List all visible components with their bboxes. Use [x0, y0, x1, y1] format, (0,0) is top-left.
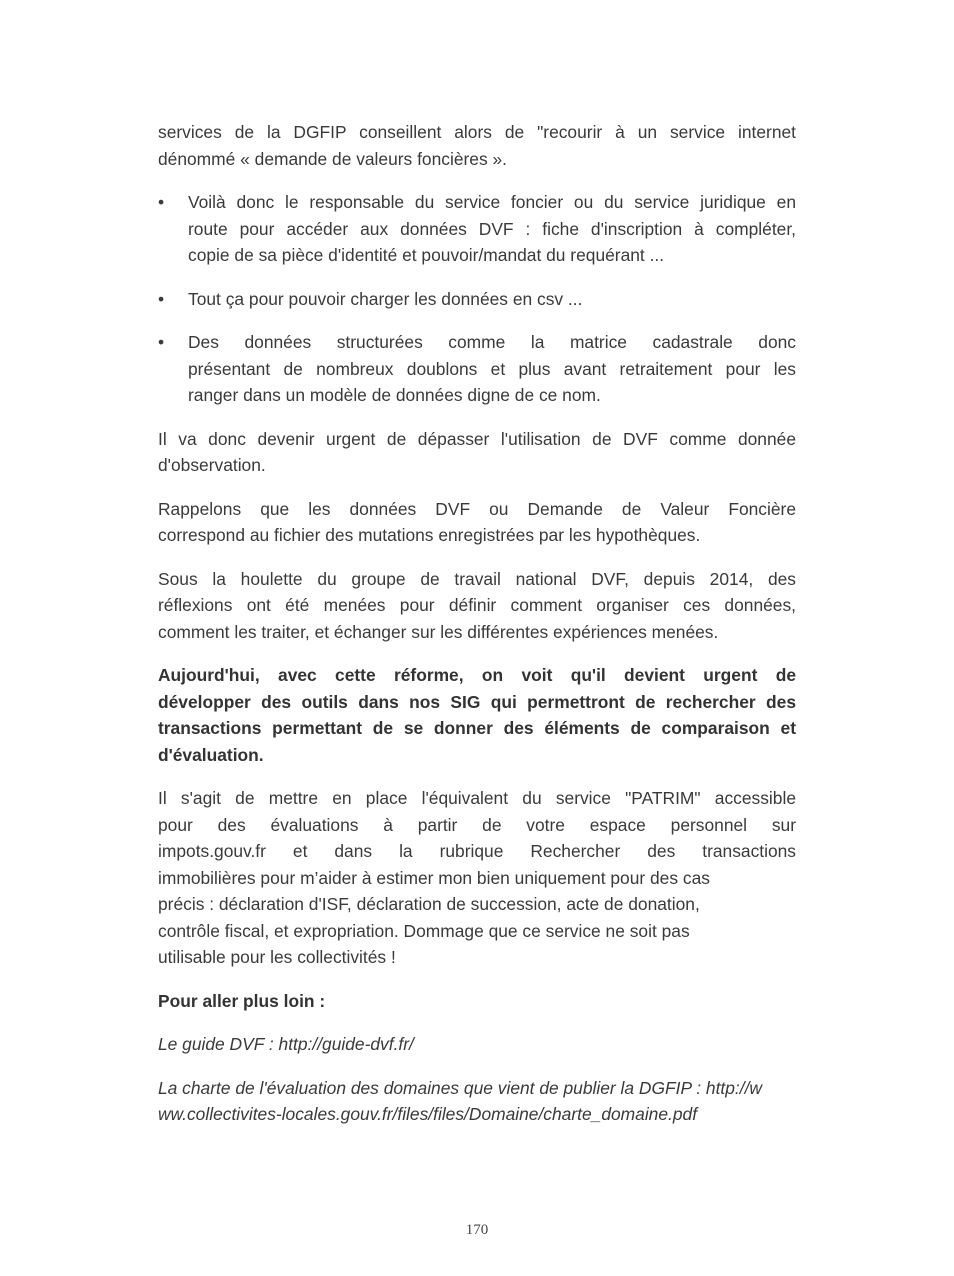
text-line: contrôle fiscal, et expropriation. Dommage que ce service ne soit pas [158, 920, 690, 941]
text-line: dénommé « demande de valeurs foncières ». [158, 148, 507, 169]
charte-link-line[interactable]: ww.collectivites-locales.gouv.fr/files/files/Domaine/charte_domaine.pdf [158, 1104, 698, 1124]
text-line: Il va donc devenir urgent de dépasser l'utilisation de DVF comme donnée [158, 428, 796, 449]
text-line: transactions permettant de se donner des éléments de comparaison et [158, 718, 796, 738]
rappel-paragraph [158, 496, 796, 549]
bullet-icon: • [158, 332, 165, 352]
section-heading [158, 988, 796, 1015]
text-line: Voilà donc le responsable du service foncier ou du service juridique en [188, 192, 796, 212]
charte-link-paragraph[interactable] [158, 1075, 796, 1128]
bold-paragraph [158, 662, 796, 768]
text-line: Tout ça pour pouvoir charger les données en csv ... [188, 288, 583, 309]
text-line: utilisable pour les collectivités ! [158, 947, 396, 967]
text-line: copie de sa pièce d'identité et pouvoir/mandat du requérant ... [188, 245, 665, 265]
text-line: impots.gouv.fr et dans la rubrique Rechercher des transactions [158, 841, 796, 861]
text-line: comment les traiter, et échanger sur les différentes expériences menées. [158, 621, 719, 642]
page-content [158, 119, 796, 1145]
text-line: Aujourd'hui, avec cette réforme, on voit qu'il devient urgent de [158, 665, 796, 685]
text-line: correspond au fichier des mutations enregistrées par les hypothèques. [158, 525, 701, 545]
text-line: route pour accéder aux données DVF : fiche d'inscription à compléter, [188, 218, 796, 239]
bullet-item [158, 286, 796, 313]
text-line: Sous la houlette du groupe de travail national DVF, depuis 2014, des [158, 568, 796, 589]
intro-paragraph [158, 119, 796, 172]
text-line: immobilières pour m’aider à estimer mon bien uniquement pour des cas [158, 867, 710, 888]
text-line: Il s'agit de mettre en place l'équivalent du service "PATRIM" accessible [158, 788, 796, 808]
guide-dvf-link[interactable]: Le guide DVF : http://guide-dvf.fr/ [158, 1034, 414, 1054]
text-line: réflexions ont été menées pour définir comment organiser ces données, [158, 595, 796, 615]
bullet-item [158, 329, 796, 409]
text-line: ranger dans un modèle de données digne de ce nom. [188, 385, 601, 405]
text-line: précis : déclaration d'ISF, déclaration de succession, acte de donation, [158, 894, 700, 914]
houlette-paragraph [158, 566, 796, 646]
bullet-icon: • [158, 192, 165, 212]
text-line: Des données structurées comme la matrice cadastrale donc [188, 332, 796, 352]
page-number: 170 [465, 1222, 489, 1238]
bullet-icon: • [158, 288, 165, 309]
text-line: présentant de nombreux doublons et plus avant retraitement pour les [188, 358, 796, 379]
guide-link-paragraph[interactable] [158, 1031, 796, 1058]
patrim-paragraph [158, 785, 796, 971]
text-line: d'évaluation. [158, 744, 264, 765]
heading-text: Pour aller plus loin : [158, 990, 326, 1011]
urgent-paragraph [158, 426, 796, 479]
text-line: d'observation. [158, 455, 266, 475]
charte-link-line[interactable]: La charte de l'évaluation des domaines que vient de publier la DGFIP : http://w [158, 1077, 762, 1098]
text-line: services de la DGFIP conseillent alors de "recourir à un service internet [158, 122, 796, 142]
bullet-item [158, 189, 796, 269]
text-line: Rappelons que les données DVF ou Demande de Valeur Foncière [158, 498, 796, 519]
text-line: développer des outils dans nos SIG qui permettront de rechercher des [158, 691, 796, 712]
text-line: pour des évaluations à partir de votre espace personnel sur [158, 814, 796, 835]
